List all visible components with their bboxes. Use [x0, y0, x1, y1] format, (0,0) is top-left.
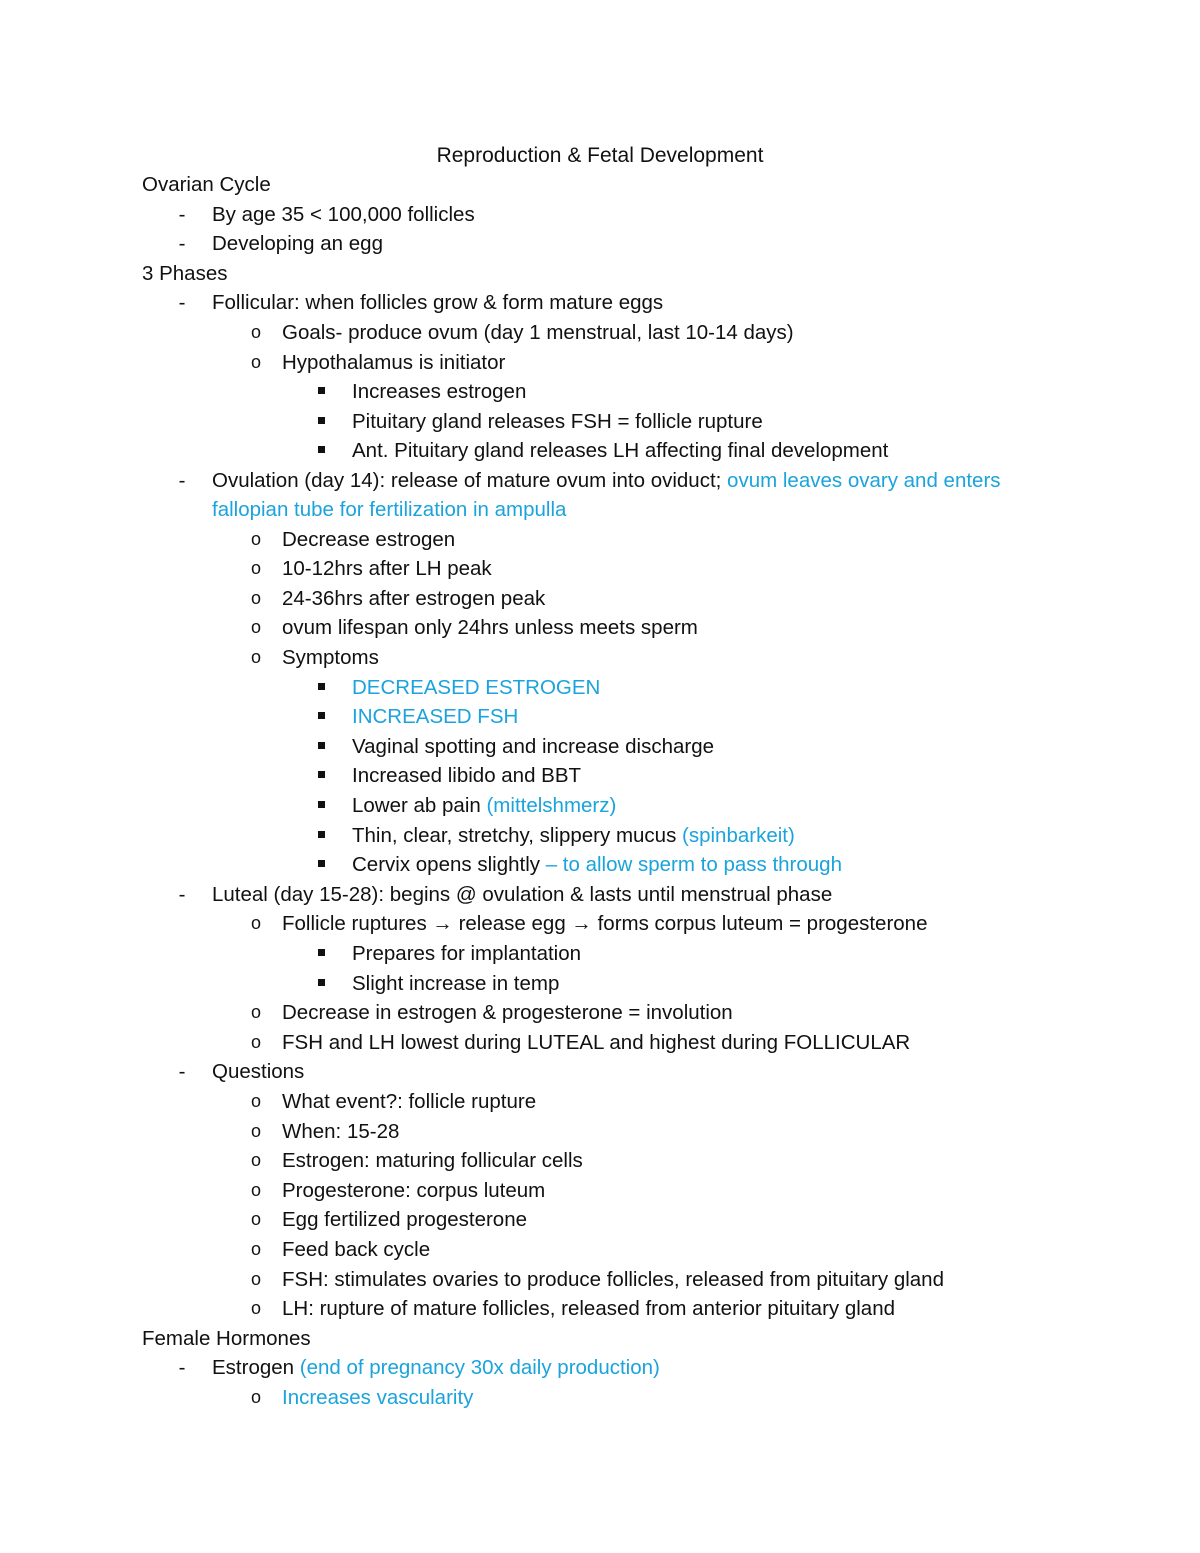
highlighted-text: INCREASED FSH [352, 705, 519, 728]
circle-bullet-icon: o [250, 322, 261, 342]
circle-bullet-icon: o [250, 1150, 261, 1170]
highlighted-text: Increases vascularity [282, 1386, 474, 1409]
line-text [282, 1235, 430, 1264]
text-segment: FSH: stimulates ovaries to produce follicles, released from pituitary gland [282, 1268, 944, 1291]
line-text [352, 939, 581, 968]
square-bullet-icon [318, 949, 325, 956]
text-segment: 3 Phases [142, 262, 228, 285]
text-segment: Questions [212, 1060, 305, 1083]
circle-bullet-icon: o [250, 647, 261, 667]
circle-bullet-icon: o [250, 1121, 261, 1141]
circle-bullet-icon: o [250, 913, 261, 933]
text-segment: Ovulation (day 14): release of mature ovum into oviduct; [212, 469, 728, 492]
line-text [282, 554, 492, 583]
circle-bullet-icon: o [250, 588, 261, 608]
highlighted-text: (mittelshmerz) [486, 794, 617, 817]
square-bullet-icon [318, 979, 325, 986]
square-bullet-icon [318, 417, 325, 424]
square-bullet-icon [318, 801, 325, 808]
line-text [282, 998, 733, 1027]
outline-line [0, 466, 1060, 524]
line-text [352, 761, 581, 790]
square-bullet-icon [318, 683, 325, 690]
text-segment: Estrogen: maturing follicular cells [282, 1149, 583, 1172]
dash-bullet-icon: - [178, 883, 186, 906]
text-segment: Pituitary gland releases FSH = follicle rupture [352, 410, 763, 433]
text-segment: Symptoms [282, 646, 379, 669]
square-bullet-icon [318, 831, 325, 838]
line-text [352, 821, 795, 850]
text-segment: Decrease estrogen [282, 528, 456, 551]
square-bullet-icon [318, 387, 325, 394]
text-segment: Goals- produce ovum (day 1 menstrual, last 10-14 days) [282, 321, 794, 344]
line-text [282, 1294, 895, 1323]
line-text [212, 288, 663, 317]
circle-bullet-icon: o [250, 1269, 261, 1289]
square-bullet-icon [318, 742, 325, 749]
line-text [282, 613, 698, 642]
circle-bullet-icon: o [250, 558, 261, 578]
circle-bullet-icon: o [250, 1209, 261, 1229]
dash-bullet-icon: - [178, 203, 186, 226]
circle-bullet-icon: o [250, 1387, 261, 1407]
line-text [282, 1117, 399, 1146]
text-segment: Progesterone: corpus luteum [282, 1179, 546, 1202]
text-segment: Developing an egg [212, 232, 383, 255]
circle-bullet-icon: o [250, 1298, 261, 1318]
circle-bullet-icon: o [250, 617, 261, 637]
text-segment: Feed back cycle [282, 1238, 431, 1261]
line-text [282, 1028, 910, 1057]
line-text [282, 525, 455, 554]
line-text [352, 791, 616, 820]
dash-bullet-icon: - [178, 1356, 186, 1379]
square-bullet-icon [318, 446, 325, 453]
text-segment: Lower ab pain [352, 794, 487, 817]
line-text [282, 909, 927, 938]
line-text [352, 850, 842, 879]
line-text [212, 1057, 304, 1086]
text-segment: Follicle ruptures → release egg → forms corpus luteum = progesterone [282, 912, 928, 935]
line-text [352, 436, 888, 465]
line-text [352, 407, 763, 436]
text-segment: Ant. Pituitary gland releases LH affecting final development [352, 439, 889, 462]
line-text [212, 1353, 660, 1382]
text-segment: Increases estrogen [352, 380, 527, 403]
line-text [142, 259, 227, 288]
line-text [212, 466, 1052, 524]
text-segment: Thin, clear, stretchy, slippery mucus [352, 824, 683, 847]
text-segment: LH: rupture of mature follicles, released from anterior pituitary gland [282, 1297, 896, 1320]
highlighted-text: (end of pregnancy 30x daily production) [299, 1356, 660, 1379]
text-segment: Cervix opens slightly [352, 853, 546, 876]
line-text [352, 377, 526, 406]
line-text [282, 1087, 536, 1116]
circle-bullet-icon: o [250, 352, 261, 372]
text-segment: Prepares for implantation [352, 942, 582, 965]
dash-bullet-icon: - [178, 469, 186, 492]
text-segment: When: 15-28 [282, 1120, 400, 1143]
text-segment: Ovarian Cycle [142, 173, 271, 196]
line-text [282, 1265, 944, 1294]
line-text [212, 200, 475, 229]
text-segment: Follicular: when follicles grow & form mature eggs [212, 291, 664, 314]
text-segment: What event?: follicle rupture [282, 1090, 537, 1113]
line-text [282, 1383, 473, 1412]
dash-bullet-icon: - [178, 232, 186, 255]
line-text [212, 229, 383, 258]
line-text [142, 170, 271, 199]
text-segment: 24-36hrs after estrogen peak [282, 587, 546, 610]
text-segment: Decrease in estrogen & progesterone = involution [282, 1001, 733, 1024]
line-text [142, 1324, 311, 1353]
line-text [282, 1205, 527, 1234]
circle-bullet-icon: o [250, 1239, 261, 1259]
line-text [352, 702, 518, 731]
line-text [282, 1176, 545, 1205]
circle-bullet-icon: o [250, 1091, 261, 1111]
circle-bullet-icon: o [250, 529, 261, 549]
highlighted-text: ovum leaves ovary and enters fallopian tube for fertilization in ampulla [212, 469, 1001, 521]
line-text [282, 348, 505, 377]
highlighted-text: (spinbarkeit) [682, 824, 795, 847]
line-text [282, 584, 545, 613]
text-segment: FSH and LH lowest during LUTEAL and highest during FOLLICULAR [282, 1031, 911, 1054]
text-segment: 10-12hrs after LH peak [282, 557, 492, 580]
text-segment: Vaginal spotting and increase discharge [352, 735, 715, 758]
page-title: Reproduction & Fetal Development [436, 144, 764, 167]
circle-bullet-icon: o [250, 1002, 261, 1022]
text-segment: Female Hormones [142, 1327, 311, 1350]
line-text [282, 318, 794, 347]
text-segment: Luteal (day 15-28): begins @ ovulation & lasts until menstrual phase [212, 883, 833, 906]
text-segment: ovum lifespan only 24hrs unless meets sperm [282, 616, 698, 639]
dash-bullet-icon: - [178, 1060, 186, 1083]
text-segment: By age 35 < 100,000 follicles [212, 203, 475, 226]
text-segment: Egg fertilized progesterone [282, 1208, 528, 1231]
dash-bullet-icon: - [178, 291, 186, 314]
circle-bullet-icon: o [250, 1180, 261, 1200]
line-text [212, 880, 832, 909]
text-segment: Slight increase in temp [352, 972, 560, 995]
square-bullet-icon [318, 860, 325, 867]
text-segment: Increased libido and BBT [352, 764, 582, 787]
square-bullet-icon [318, 771, 325, 778]
line-text [352, 673, 600, 702]
line-text [282, 643, 379, 672]
square-bullet-icon [318, 712, 325, 719]
text-segment: Estrogen [212, 1356, 300, 1379]
text-segment: Hypothalamus is initiator [282, 351, 506, 374]
line-text [352, 732, 714, 761]
circle-bullet-icon: o [250, 1032, 261, 1052]
line-text [282, 1146, 583, 1175]
highlighted-text: – to allow sperm to pass through [545, 853, 842, 876]
highlighted-text: DECREASED ESTROGEN [352, 676, 601, 699]
line-text [352, 969, 559, 998]
